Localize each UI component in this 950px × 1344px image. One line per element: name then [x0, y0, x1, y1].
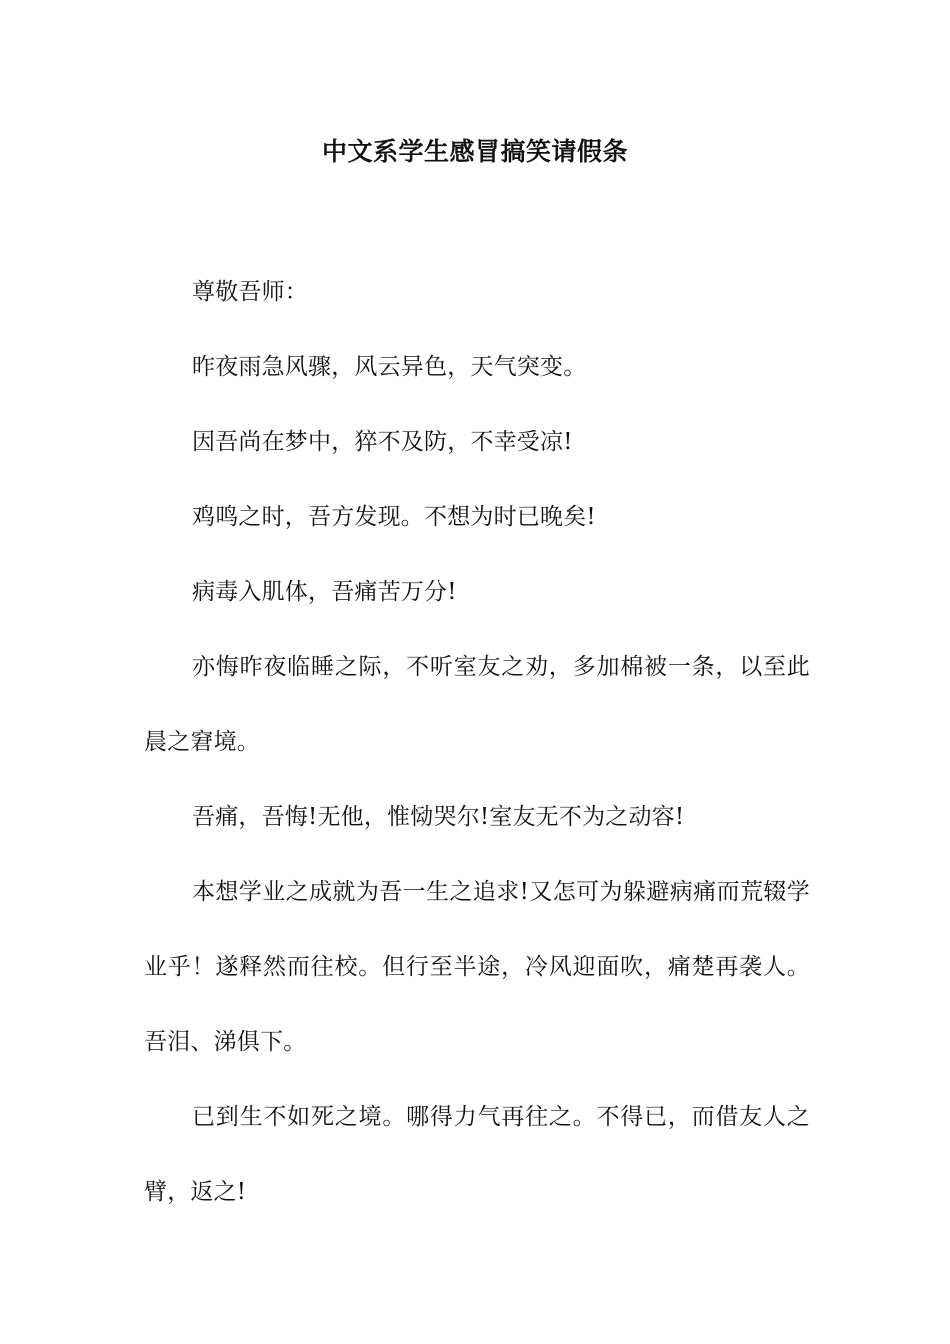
paragraph: 已到生不如死之境。哪得力气再往之。不得已，而借友人之臂，返之!: [144, 1104, 810, 1205]
paragraph: 鸡鸣之时，吾方发现。不想为时已晚矣!: [192, 504, 596, 530]
paragraph: 昨夜雨急风骤，风云异色，天气突变。: [192, 354, 587, 380]
document-body: [144, 255, 810, 1230]
salutation: 尊敬吾师：: [192, 279, 308, 305]
paragraph: 病毒入肌体，吾痛苦万分!: [192, 579, 457, 605]
paragraph: 本想学业之成就为吾一生之追求!又怎可为躲避病痛而荒辍学业乎！遂释然而往校。但行至半途，冷风迎面吹，痛楚再袭人。吾泪、涕俱下。: [144, 879, 810, 1055]
paragraph: 亦悔昨夜临睡之际，不听室友之劝，多加棉被一条，以至此晨之窘境。: [144, 654, 810, 755]
paragraph: 吾痛，吾悔!无他，惟恸哭尔!室友无不为之动容!: [192, 804, 685, 830]
paragraph: 因吾尚在梦中，猝不及防，不幸受凉!: [192, 429, 573, 455]
document-title: 中文系学生感冒搞笑请假条: [321, 137, 628, 166]
